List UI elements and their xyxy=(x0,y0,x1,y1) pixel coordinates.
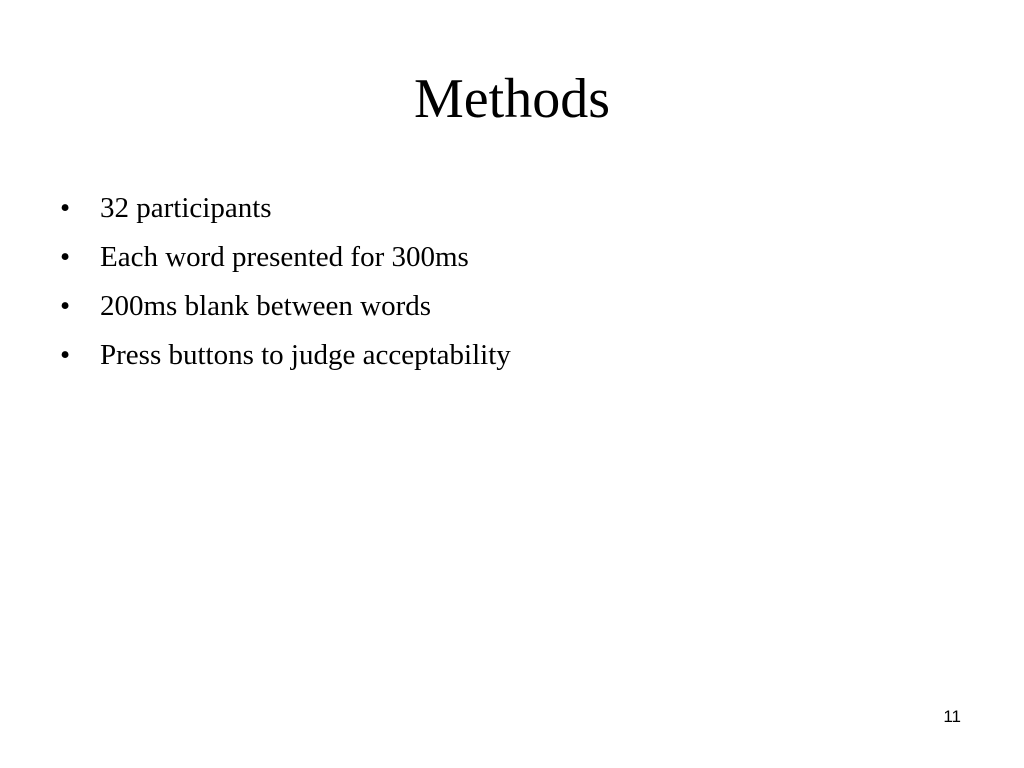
bullet-dot-icon: • xyxy=(60,241,71,273)
bullet-text: 32 participants xyxy=(100,192,272,224)
bullet-dot-icon: • xyxy=(60,339,71,371)
bullet-text: Press buttons to judge acceptability xyxy=(100,339,511,371)
bullet-dot-icon: • xyxy=(60,290,71,322)
page-number: 11 xyxy=(943,707,961,726)
bullet-text: 200ms blank between words xyxy=(100,290,432,322)
bullet-text: Each word presented for 300ms xyxy=(100,241,469,273)
bullet-dot-icon: • xyxy=(60,192,71,224)
slide-title: Methods xyxy=(414,68,610,130)
